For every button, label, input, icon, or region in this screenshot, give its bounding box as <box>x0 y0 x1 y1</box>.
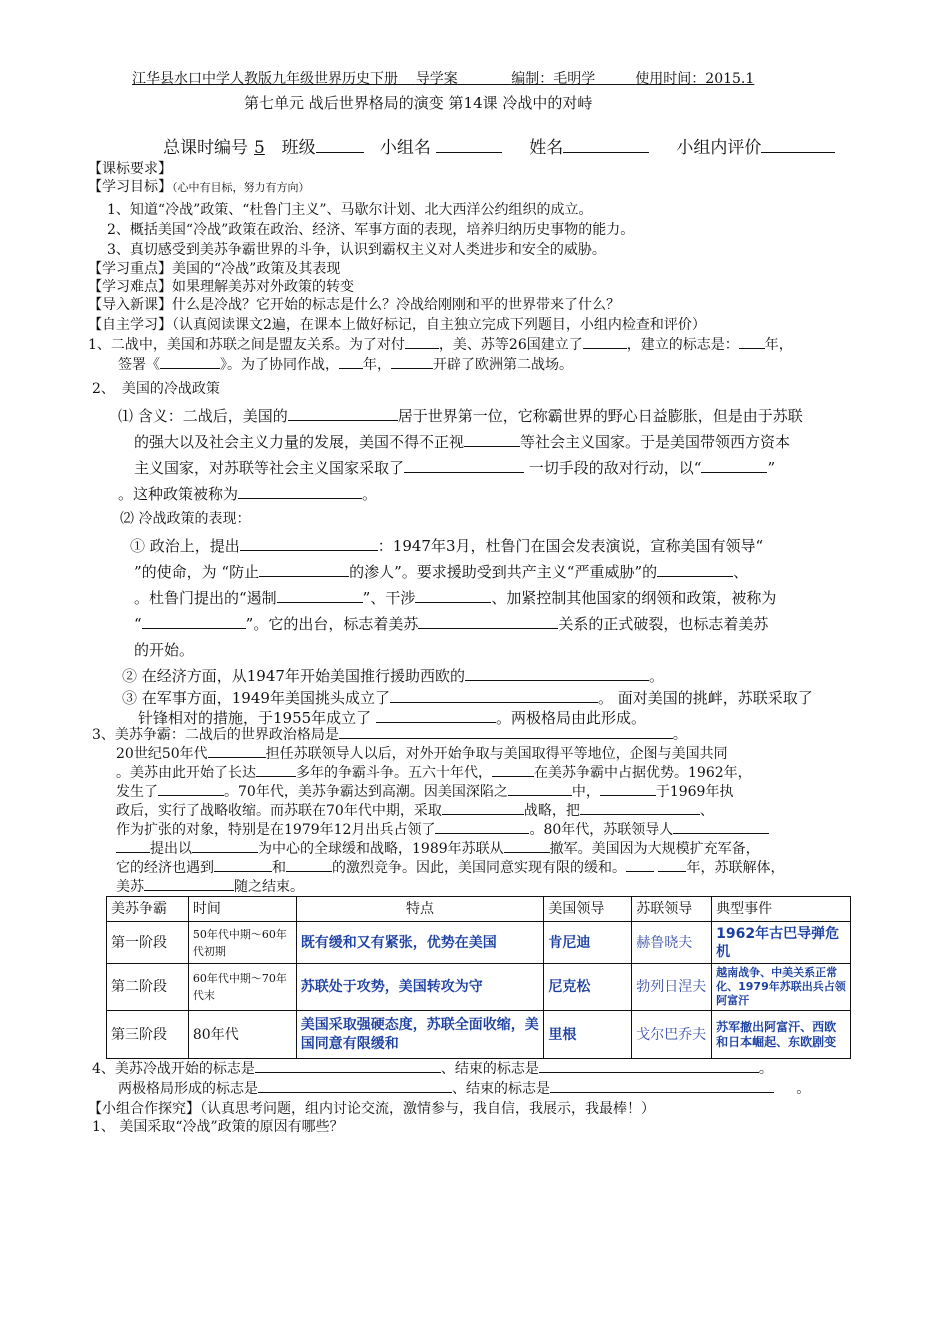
p1-blank-3[interactable] <box>657 564 733 577</box>
header-time: 使用时间：2015.1 <box>635 71 755 87</box>
q1-text-a: 1、二战中，美国和苏联之间是盟友关系。为了对付 <box>88 337 405 353</box>
name-blank[interactable] <box>563 140 649 153</box>
q4-blank-4[interactable] <box>550 1080 774 1093</box>
table-cell-us-leader: 肯尼迪 <box>544 922 632 964</box>
q2-1-text-f: 一切手段的敌对行动，以“ <box>528 459 702 477</box>
table-header-cell: 美苏争霸 <box>107 897 189 922</box>
q3-text-p: 。80年代，苏联领导人 <box>529 822 674 838</box>
q3-blank-7[interactable] <box>600 783 656 796</box>
q2-heading: 2、 美国的冷战政策 <box>92 381 220 397</box>
p1-text-e: 、 <box>733 563 749 581</box>
q1-text-c: ，建立的标志是： <box>626 337 739 353</box>
q3-line4 <box>116 783 733 801</box>
p1-blank-7[interactable] <box>418 616 558 629</box>
q1-text-b: ，美、苏等26国建立了 <box>438 337 583 353</box>
p1-text-b: ：1947年3月，杜鲁门在国会发表演说，宣称美国有领导“ <box>377 537 764 555</box>
intro: 【导入新课】什么是冷战？它开始的标志是什么？冷战给刚刚和平的世界带来了什么？ <box>88 297 620 313</box>
table-cell-stage: 第二阶段 <box>107 964 189 1011</box>
q4-text-a: 4、美苏冷战开始的标志是 <box>92 1061 255 1077</box>
q1-blank-5[interactable] <box>339 356 363 369</box>
lesson-no-label: 总课时编号 <box>163 138 248 158</box>
p2-blank-1[interactable] <box>465 668 649 681</box>
q4-line2 <box>118 1080 810 1098</box>
q1-text-g: 年， <box>363 357 391 373</box>
table-header-cell: 时间 <box>188 897 296 922</box>
table-header-cell: 典型事件 <box>712 897 851 922</box>
q2-1-blank-1[interactable] <box>288 408 398 421</box>
table-cell-us-leader: 尼克松 <box>544 964 632 1011</box>
p3-text-c: 针锋相对的措施，于1955年成立了 <box>138 709 372 727</box>
p1-text-h: 、加紧控制其他国家的纲领和政策，被称为 <box>491 589 777 607</box>
q2-1-text-a: ⑴ 含义：二战后，美国的 <box>118 407 288 425</box>
q3-blank-15[interactable] <box>214 859 272 872</box>
table-header-cell: 美国领导 <box>544 897 632 922</box>
p1-text-d: 的渗人”。要求援助受到共产主义“严重威胁”的 <box>349 563 658 581</box>
p3-line1 <box>122 688 813 708</box>
q3-blank-19[interactable] <box>144 878 234 891</box>
table-row <box>107 922 851 964</box>
table-row <box>107 964 851 1011</box>
q3-line5 <box>116 802 714 820</box>
q4-text-b: 、结束的标志是 <box>440 1061 539 1077</box>
table-cell-time: 60年代中期～70年代末 <box>188 964 296 1011</box>
q3-line8 <box>116 859 784 877</box>
q3-text-h: 发生了 <box>116 784 158 800</box>
q1-blank-2[interactable] <box>583 336 627 349</box>
q3-text-e: 。美苏由此开始了长达 <box>116 765 256 781</box>
q3-line9 <box>116 878 304 896</box>
q3-text-r: 为中心的全球缓和战略，1989年苏联从 <box>258 841 504 857</box>
eval-label: 小组内评价 <box>676 138 762 158</box>
p3-text-d: 。两极格局由此形成。 <box>495 709 646 727</box>
q2-1-line1 <box>118 406 803 426</box>
q3-line7 <box>116 840 760 858</box>
p1-line5: 的开始。 <box>134 641 195 659</box>
q2-1-text-e: 主义国家，对苏联等社会主义国家采取了 <box>134 459 405 477</box>
section-goals-label: 【学习目标】 <box>88 179 172 195</box>
class-label: 班级 <box>281 138 316 158</box>
q3-text-t: 它的经济也遇到 <box>116 860 214 876</box>
group-question-1: 1、 美国采取“冷战”政策的原因有哪些？ <box>92 1119 344 1135</box>
header-editor: 编制：毛明学 <box>511 71 596 87</box>
q3-blank-18[interactable] <box>658 859 686 872</box>
p1-blank-4[interactable] <box>277 590 363 603</box>
q3-text-g: 在美苏争霸中占据优势。1962年， <box>534 765 752 781</box>
q3-blank-14[interactable] <box>504 840 550 853</box>
p3-blank-2[interactable] <box>376 710 496 723</box>
q3-text-j: 中， <box>571 784 600 800</box>
q1-text-d: 年， <box>764 337 793 353</box>
q2-1-text-c: 的强大以及社会主义力量的发展，美国不得不正视 <box>134 433 465 451</box>
q3-blank-5[interactable] <box>158 783 224 796</box>
q4-blank-1[interactable] <box>255 1060 441 1073</box>
p3-text-a: ③ 在军事方面，1949年美国挑头成立了 <box>122 689 390 707</box>
q3-text-w: 年，苏联解体， <box>686 860 785 876</box>
table-header-cell: 特点 <box>296 897 544 922</box>
page-title: 第七单元 战后世界格局的演变 第14课 冷战中的对峙 <box>244 94 593 112</box>
p3-blank-1[interactable] <box>390 690 598 703</box>
q2-1-blank-4[interactable] <box>701 460 767 473</box>
q3-text-n: 、 <box>699 803 714 819</box>
q3-blank-13[interactable] <box>192 840 258 853</box>
q2-1-blank-2[interactable] <box>464 434 520 447</box>
p2-line <box>122 666 664 686</box>
q3-text-y: 随之结束。 <box>234 879 304 895</box>
q2-1-text-h: 。这种政策被称为 <box>118 485 239 503</box>
q1-blank-6[interactable] <box>391 356 433 369</box>
q3-text-a: 3、美苏争霸：二战后的世界政治格局是 <box>92 727 339 743</box>
p3-text-b: 。 面对美国的挑衅，苏联采取了 <box>597 689 813 707</box>
p1-blank-2[interactable] <box>259 564 349 577</box>
table-cell-su-leader: 戈尔巴乔夫 <box>632 1011 712 1059</box>
q3-text-s: 撤军。美国因为大规模扩充军备， <box>549 841 760 857</box>
p2-text-b: 。 <box>648 667 664 685</box>
q3-text-l: 政后，实行了战略收缩。而苏联在70年代中期，采取 <box>116 803 442 819</box>
p1-blank-1[interactable] <box>240 538 378 551</box>
q1-text-h: 开辟了欧洲第二战场。 <box>433 357 573 373</box>
q3-text-b: 。 <box>672 727 687 743</box>
p3-line2 <box>138 708 646 728</box>
q3-blank-2[interactable] <box>208 745 266 758</box>
q1-text-e: 签署《 <box>118 357 160 373</box>
q3-text-i: 。70年代，美苏争霸达到高潮。因美国深陷之 <box>224 784 508 800</box>
key-point: 【学习重点】美国的“冷战”政策及其表现 <box>88 261 341 277</box>
p2-text-a: ② 在经济方面，从1947年开始美国推行援助西欧的 <box>122 667 465 685</box>
table-cell-event: 1962年古巴导弹危机 <box>712 922 851 964</box>
q4-line1 <box>92 1060 773 1078</box>
table-cell-su-leader: 勃列日涅夫 <box>632 964 712 1011</box>
self-study: 【自主学习】（认真阅读课文2遍，在课本上做好标记，自主独立完成下列题目，小组内检查和评价） <box>88 317 706 333</box>
group-blank[interactable] <box>436 140 502 153</box>
p1-text-a: ① 政治上，提出 <box>130 537 240 555</box>
q3-text-d: 担任苏联领导人以后，对外开始争取与美国取得平等地位，企图与美国共同 <box>265 746 728 762</box>
q3-text-f: 多年的争霸斗争。五六十年代， <box>296 765 492 781</box>
p1-text-f: 。杜鲁门提出的“遏制 <box>134 589 277 607</box>
q2-1-text-i: 。 <box>362 485 378 503</box>
q2-1-line4 <box>118 484 377 504</box>
q3-blank-10[interactable] <box>435 821 529 834</box>
table-cell-feature: 美国采取强硬态度，苏联全面收缩，美国同意有限缓和 <box>296 1011 544 1059</box>
q3-text-o: 作为扩张的对象，特别是在1979年12月出兵占领了 <box>116 822 436 838</box>
lesson-no: 5 <box>254 138 265 158</box>
table-row <box>107 1011 851 1059</box>
table-cell-su-leader: 赫鲁晓夫 <box>632 922 712 964</box>
q1-blank-1[interactable] <box>405 336 439 349</box>
q4-text-c: 。 <box>758 1061 773 1077</box>
p1-line2 <box>134 562 748 582</box>
p1-text-k: 关系的正式破裂，也标志着美苏 <box>558 615 769 633</box>
q4-text-e: 、结束的标志是 <box>452 1081 550 1097</box>
table-cell-time: 80年代 <box>188 1011 296 1059</box>
p1-blank-6[interactable] <box>142 616 246 629</box>
q2-1-blank-3[interactable] <box>404 460 524 473</box>
q3-blank-12[interactable] <box>116 840 150 853</box>
q4-text-d: 两极格局形成的标志是 <box>118 1081 258 1097</box>
q1-blank-3[interactable] <box>739 336 765 349</box>
q3-text-v: 的激烈竞争。因此，美国同意实现有限的缓和。 <box>332 860 626 876</box>
section-goals-note: （心中有目标，努力有方向） <box>172 181 310 194</box>
p1-text-j: ”。它的出台，标志着美苏 <box>245 615 419 633</box>
q1-blank-4[interactable] <box>160 356 220 369</box>
q3-blank-1[interactable] <box>339 726 673 739</box>
class-blank[interactable] <box>316 140 364 153</box>
group-label: 小组名 <box>379 138 431 158</box>
q2-1-line2 <box>134 432 790 452</box>
p1-line4 <box>134 614 768 634</box>
q3-text-x: 美苏 <box>116 879 144 895</box>
q4-blank-3[interactable] <box>258 1080 452 1093</box>
q2-1-blank-5[interactable] <box>238 486 362 499</box>
eval-blank[interactable] <box>761 140 835 153</box>
p1-line1 <box>130 536 763 556</box>
p1-blank-5[interactable] <box>415 590 491 603</box>
table-cell-feature: 苏联处于攻势，美国转攻为守 <box>296 964 544 1011</box>
q2-1-line3 <box>134 458 775 478</box>
q3-blank-17[interactable] <box>626 859 654 872</box>
q3-blank-6[interactable] <box>508 783 572 796</box>
q3-blank-11[interactable] <box>673 821 769 834</box>
info-line <box>163 137 835 159</box>
q3-text-c: 20世纪50年代 <box>116 746 208 762</box>
table-cell-feature: 既有缓和又有紧张，优势在美国 <box>296 922 544 964</box>
q3-blank-8[interactable] <box>442 802 524 815</box>
group-study: 【小组合作探究】（认真思考问题，组内讨论交流，激情参与，我自信，我展示，我最棒！） <box>88 1101 655 1117</box>
q3-line3 <box>116 764 752 782</box>
q3-blank-4[interactable] <box>492 764 534 777</box>
p1-text-g: ”、干涉 <box>362 589 416 607</box>
goal-3: 3、真切感受到美苏争霸世界的斗争，认识到霸权主义对人类进步和安全的威胁。 <box>107 242 606 258</box>
q2-1-text-d: 等社会主义国家。于是美国带领西方资本 <box>520 433 791 451</box>
header-school: 江华县水口中学人教版九年级世界历史下册 <box>132 71 398 87</box>
difficult-point: 【学习难点】如果理解美苏对外政策的转变 <box>88 279 354 295</box>
table-cell-time: 50年代中期～60年代初期 <box>188 922 296 964</box>
table-cell-event: 苏军撤出阿富汗、西欧和日本崛起、东欧剧变 <box>712 1011 851 1059</box>
q3-text-k: 于1969年执 <box>655 784 734 800</box>
p1-text-c: ”的使命，为 “防止 <box>134 563 260 581</box>
table-cell-us-leader: 里根 <box>544 1011 632 1059</box>
table-cell-stage: 第三阶段 <box>107 1011 189 1059</box>
table-header-cell: 苏联领导 <box>632 897 712 922</box>
q2-1-text-b: 居于世界第一位，它称霸世界的野心日益膨胀，但是由于苏联 <box>397 407 803 425</box>
q2-1-text-g: ” <box>767 459 776 477</box>
goal-1: 1、知道“冷战”政策、“杜鲁门主义”、马歇尔计划、北大西洋公约组织的成立。 <box>107 202 593 218</box>
section-requirements: 【课标要求】 <box>88 161 172 177</box>
q1-text-f: 》。为了协同作战， <box>220 357 339 373</box>
q3-blank-16[interactable] <box>286 859 332 872</box>
goal-2: 2、概括美国“冷战”政策在政治、经济、军事方面的表现，培养归纳历史事物的能力。 <box>107 222 635 238</box>
header-line <box>132 70 754 88</box>
q3-line1 <box>92 726 687 744</box>
hegemony-table <box>106 896 851 1059</box>
q4-text-f: 。 <box>796 1081 811 1097</box>
q3-blank-3[interactable] <box>256 764 296 777</box>
q3-blank-9[interactable] <box>580 802 700 815</box>
header-doc-type: 导学案 <box>415 71 458 87</box>
q2-2-heading: ⑵ 冷战政策的表现： <box>120 511 251 527</box>
q3-line2 <box>116 745 728 763</box>
q3-text-u: 和 <box>272 860 286 876</box>
q3-text-q: 提出以 <box>150 841 192 857</box>
table-cell-event: 越南战争、中美关系正常化、1979年苏联出兵占领阿富汗 <box>712 964 851 1011</box>
q1-line1 <box>88 336 793 354</box>
q3-line6 <box>116 821 769 839</box>
q1-line2 <box>118 356 573 374</box>
p1-line3 <box>134 588 776 608</box>
p1-text-i: “ <box>134 615 142 633</box>
table-cell-stage: 第一阶段 <box>107 922 189 964</box>
q4-blank-2[interactable] <box>539 1060 759 1073</box>
table-header-row <box>107 897 851 922</box>
name-label: 姓名 <box>529 138 564 158</box>
section-goals <box>88 178 310 197</box>
q3-text-m: 战略，把 <box>523 803 580 819</box>
